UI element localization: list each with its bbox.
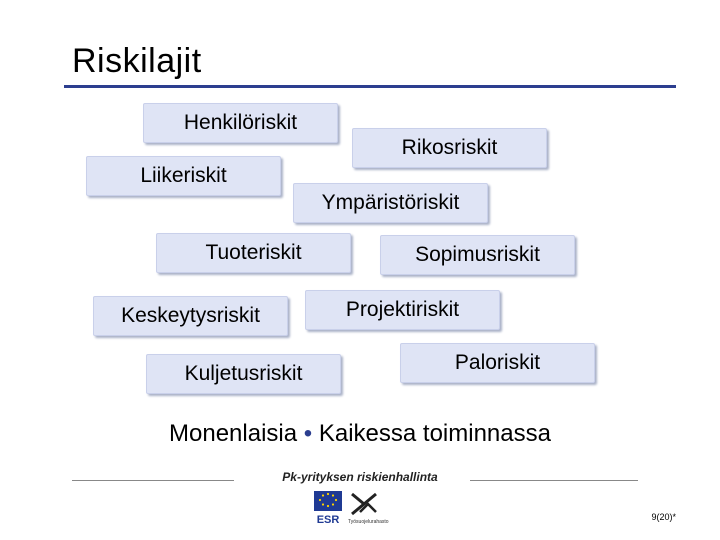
tagline-left: Monenlaisia (169, 420, 298, 447)
risk-box-keskeytysriskit: Keskeytysriskit (93, 296, 288, 336)
risk-box-rikosriskit: Rikosriskit (352, 128, 547, 168)
tyosuojelurahasto-logo (346, 490, 392, 526)
risk-box-tuoteriskit: Tuoteriskit (156, 233, 351, 273)
tyosuojelurahasto-logo-text: Työsuojelurahasto (348, 519, 389, 525)
risk-box-liikeriskit: Liikeriskit (86, 156, 281, 196)
footer-divider-left (72, 480, 234, 481)
tagline-bullet: • (303, 420, 313, 447)
esr-logo-text: ESR (316, 514, 340, 526)
tagline (0, 420, 720, 448)
tagline-right: Kaikessa toiminnassa (318, 420, 551, 447)
page-number: 9(20)* (651, 512, 676, 522)
slide-title: Riskilajit (72, 42, 202, 80)
title-divider (64, 85, 676, 88)
risk-box-ymparistoriskit: Ympäristöriskit (293, 183, 488, 223)
risk-box-henkiloriskit: Henkilöriskit (143, 103, 338, 143)
risk-box-sopimusriskit: Sopimusriskit (380, 235, 575, 275)
footer-title: Pk-yrityksen riskienhallinta (282, 470, 438, 484)
risk-box-kuljetusriskit: Kuljetusriskit (146, 354, 341, 394)
risk-box-projektiriskit: Projektiriskit (305, 290, 500, 330)
footer-divider-right (470, 480, 638, 481)
esr-logo (312, 490, 344, 526)
risk-box-paloriskit: Paloriskit (400, 343, 595, 383)
